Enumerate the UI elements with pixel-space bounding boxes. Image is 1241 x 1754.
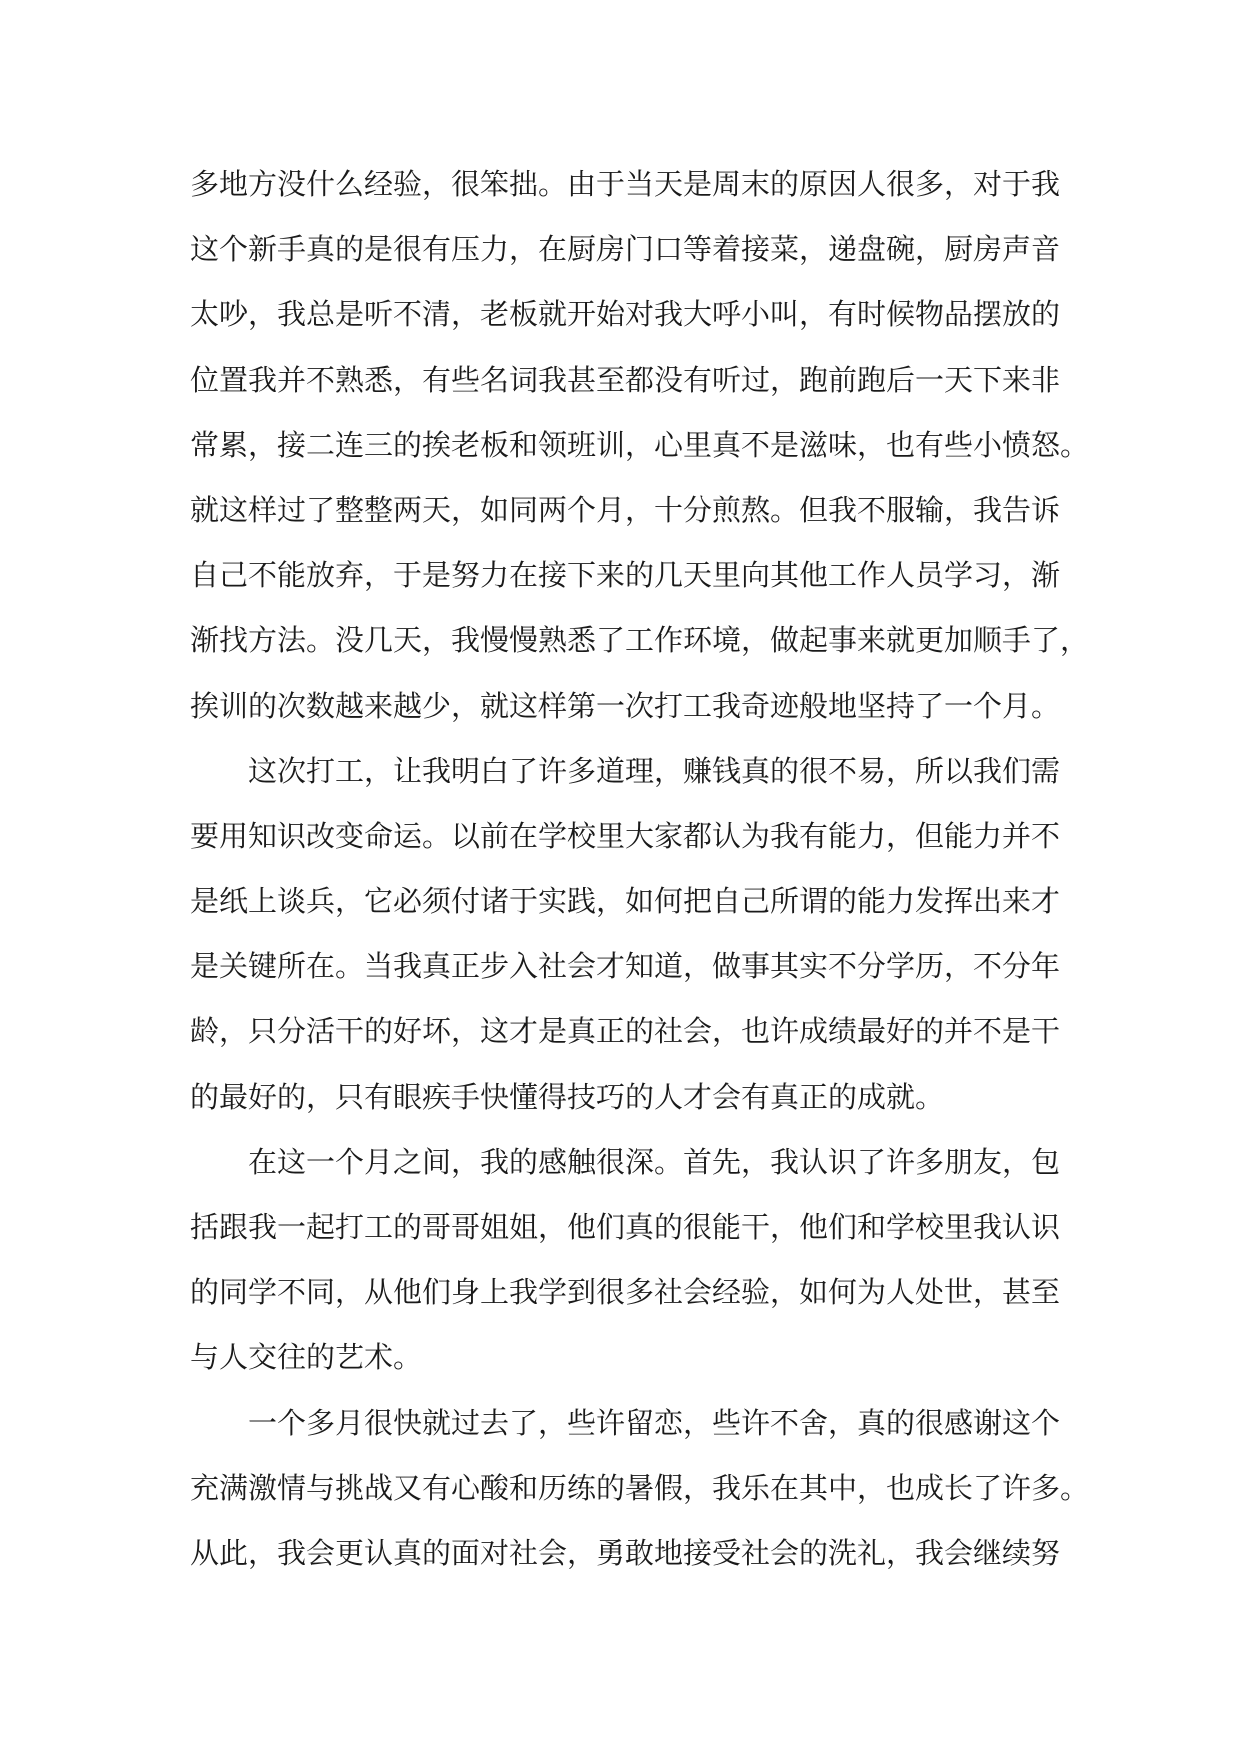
text-line: 要用知识改变命运。以前在学校里大家都认为我有能力，但能力并不 xyxy=(190,818,1061,853)
text-line: 这次打工，让我明白了许多道理，赚钱真的很不易，所以我们需 xyxy=(248,753,1061,788)
text-line: 充满激情与挑战又有心酸和历练的暑假，我乐在其中，也成长了许多。 xyxy=(190,1470,1090,1505)
text-line: 太吵，我总是听不清，老板就开始对我大呼小叫，有时候物品摆放的 xyxy=(190,297,1061,332)
text-line: 一个多月很快就过去了，些许留恋，些许不舍，真的很感谢这个 xyxy=(248,1405,1061,1440)
text-line: 渐找方法。没几天，我慢慢熟悉了工作环境，做起事来就更加顺手了， xyxy=(190,623,1090,658)
text-line: 多地方没什么经验，很笨拙。由于当天是周末的原因人很多，对于我 xyxy=(190,167,1061,201)
text-line: 的同学不同，从他们身上我学到很多社会经验，如何为人处世，甚至 xyxy=(190,1275,1061,1310)
text-line: 是关键所在。当我真正步入社会才知道，做事其实不分学历，不分年 xyxy=(190,949,1061,984)
text-line: 常累，接二连三的挨老板和领班训，心里真不是滋味，也有些小愤怒。 xyxy=(190,427,1090,462)
text-line: 是纸上谈兵，它必须付诸于实践，如何把自己所谓的能力发挥出来才 xyxy=(190,884,1061,919)
text-line: 自己不能放弃，于是努力在接下来的几天里向其他工作人员学习，渐 xyxy=(190,558,1061,593)
text-line: 从此，我会更认真的面对社会，勇敢地接受社会的洗礼，我会继续努 xyxy=(190,1535,1061,1570)
text-line: 的最好的，只有眼疾手快懂得技巧的人才会有真正的成就。 xyxy=(190,1079,945,1114)
text-line: 龄，只分活干的好坏，这才是真正的社会，也许成绩最好的并不是干 xyxy=(190,1014,1061,1049)
text-line: 位置我并不熟悉，有些名词我甚至都没有听过，跑前跑后一天下来非 xyxy=(190,362,1061,397)
text-line: 与人交往的艺术。 xyxy=(190,1340,423,1375)
text-line: 括跟我一起打工的哥哥姐姐，他们真的很能干，他们和学校里我认识 xyxy=(190,1210,1061,1244)
text-line: 这个新手真的是很有压力，在厨房门口等着接菜，递盘碗，厨房声音 xyxy=(190,232,1061,267)
body-text xyxy=(190,152,1090,1586)
text-line: 挨训的次数越来越少，就这样第一次打工我奇迹般地坚持了一个月。 xyxy=(190,688,1061,723)
text-line: 就这样过了整整两天，如同两个月，十分煎熬。但我不服输，我告诉 xyxy=(190,492,1061,527)
text-line: 在这一个月之间，我的感触很深。首先，我认识了许多朋友，包 xyxy=(248,1144,1061,1179)
